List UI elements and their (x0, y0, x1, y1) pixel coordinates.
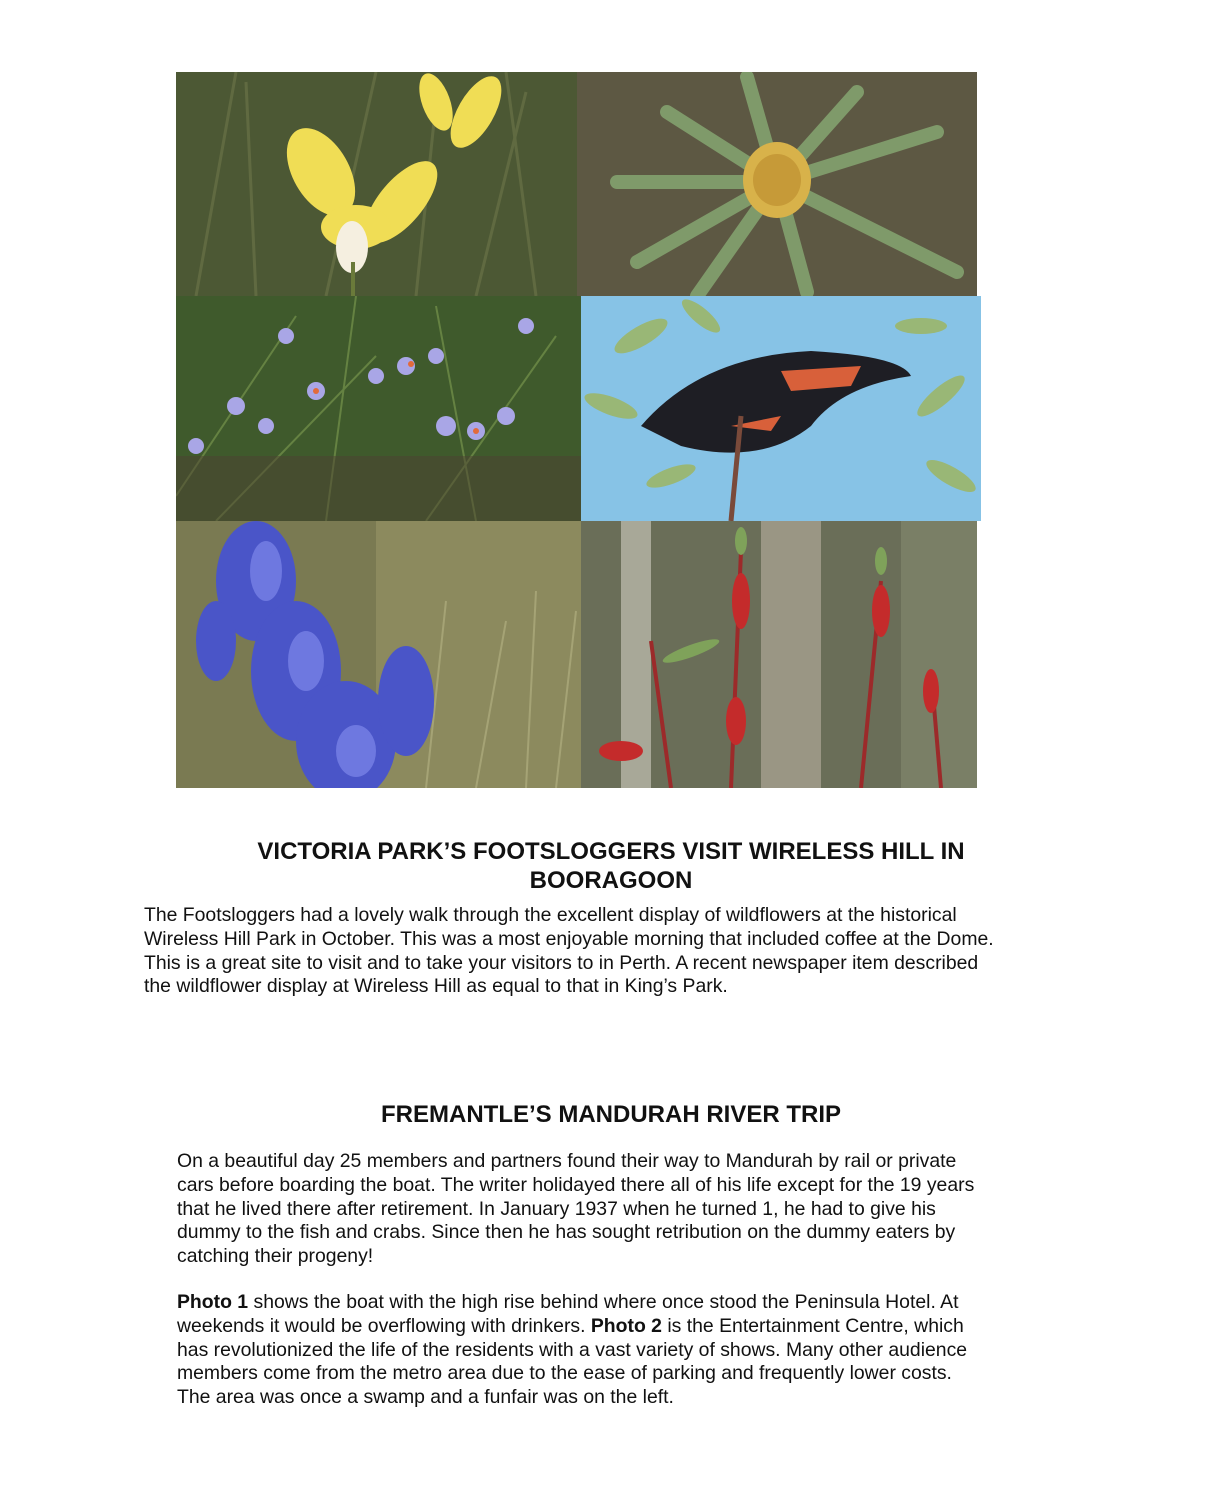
banksia-flower-photo (577, 72, 977, 296)
body-line: members come from the metro area due to the ease of parking and frequently lower costs. (177, 1362, 952, 1385)
body-line: catching their progeny! (177, 1245, 374, 1268)
body-line: the wildflower display at Wireless Hill as equal to that in King’s Park. (144, 975, 728, 998)
body-line: is the Entertainment Centre, which (661, 1314, 964, 1337)
article-body-wireless-hill (144, 904, 1144, 999)
article-paragraph-1 (177, 1150, 1137, 1269)
body-line: The area was once a swamp and a funfair was on the left. (177, 1386, 674, 1409)
blue-star-wildflowers-photo (176, 296, 581, 521)
article-title-mandurah (0, 1100, 1222, 1129)
black-cockatoo-bird-photo (581, 296, 981, 521)
body-line: has revolutionized the life of the residents with a vast variety of shows. Many other audience (177, 1338, 968, 1361)
article-paragraph-2 (177, 1291, 1137, 1410)
body-line: Wireless Hill Park in October. This was a most enjoyable morning that included coffee at the Dome. (144, 927, 994, 950)
body-line: dummy to the fish and crabs. Since then he has sought retribution on the dummy eaters by (177, 1221, 956, 1244)
body-line: The Footsloggers had a lovely walk through the excellent display of wildflowers at the historical (144, 904, 957, 926)
red-kangaroo-paw-photo (581, 521, 977, 788)
photo-2-label: Photo 2 (590, 1314, 662, 1337)
body-line: that he lived there after retirement. In January 1937 when he turned 1, he had to give his (177, 1197, 936, 1220)
body-line: shows the boat with the high rise behind where once stood the Peninsula Hotel. At (248, 1291, 959, 1313)
body-line: This is a great site to visit and to take your visitors to in Perth. A recent newspaper item described (144, 951, 979, 974)
title-line-2: BOORAGOON (529, 867, 693, 894)
yellow-orchid-flower-photo (176, 72, 577, 296)
photo-1-label: Photo 1 (177, 1291, 249, 1313)
body-line: weekends it would be overflowing with drinkers. (177, 1314, 591, 1337)
blue-leschenaultia-wildflowers-photo (176, 521, 581, 788)
title-text: FREMANTLE’S MANDURAH RIVER TRIP (381, 1101, 841, 1128)
body-line: cars before boarding the boat. The writer holidayed there all of his life except for the 19 years (177, 1173, 975, 1196)
body-line: On a beautiful day 25 members and partners found their way to Mandurah by rail or private (177, 1150, 957, 1172)
article-title-wireless-hill (0, 837, 1222, 895)
title-line-1: VICTORIA PARK’S FOOTSLOGGERS VISIT WIRELESS HILL IN (257, 838, 965, 865)
